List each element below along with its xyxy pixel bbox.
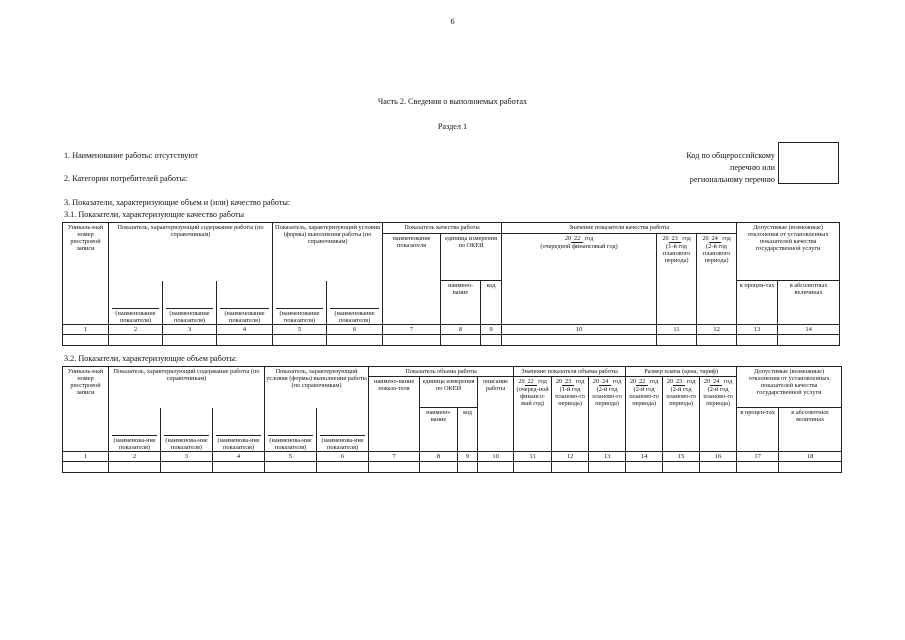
- t2-cell[interactable]: [514, 462, 552, 473]
- t1-num: 1: [63, 325, 109, 335]
- t2-h-content: Показатель, характеризующий содержание работы (по справочникам): [109, 367, 265, 408]
- volume-table: [62, 366, 842, 473]
- t1-cell[interactable]: [481, 335, 502, 346]
- t1-h-y3: 20 24 год (2-й год планового периода): [697, 234, 737, 325]
- t2-cell[interactable]: [369, 462, 420, 473]
- t1-h-cond-2: (наименование показателя): [327, 281, 383, 325]
- t1-h-y1: 20 22 год (очередной финансовый год): [502, 234, 657, 325]
- t1-num: 3: [163, 325, 217, 335]
- t1-h-conditions: Показатель, характеризующий условия (формы) выполнения работы (по справочникам): [273, 223, 383, 281]
- t1-h-content-1: (наименование показателя): [109, 281, 163, 325]
- t2-num: 14: [626, 452, 663, 462]
- section-title: Раздел 1: [437, 122, 468, 131]
- t2-cell[interactable]: [265, 462, 317, 473]
- t2-h-volume: Показатель объема работы: [369, 367, 514, 377]
- t2-num: 16: [700, 452, 737, 462]
- t2-num: 12: [552, 452, 589, 462]
- t1-h-cond-1: (наименование показателя): [273, 281, 327, 325]
- t1-h-content-2: (наименование показателя): [163, 281, 217, 325]
- t2-h-fee: Размер платы (цена, тариф): [626, 367, 737, 377]
- t1-h-dev: Допустимые (возможные) отклонения от установленных показателей качества государственной услуги: [737, 223, 840, 281]
- t1-empty-row: [63, 335, 840, 346]
- code-input-box[interactable]: [778, 142, 839, 184]
- t1-h-quality: Показатель качества работы: [383, 223, 502, 234]
- t1-num: 7: [383, 325, 441, 335]
- t1-h-content-3: (наименование показателя): [217, 281, 273, 325]
- t2-h-f2: 20 23 год (2-й год планово-го периода): [663, 377, 700, 452]
- t2-h-conditions: Показатель, характеризующий условия (формы) выполнения работы (по справочникам): [265, 367, 369, 408]
- t1-h-value: Значение показателя качества работы: [502, 223, 737, 234]
- t2-num: 10: [478, 452, 514, 462]
- code-label-line1: Код по общероссийскому: [686, 151, 775, 160]
- t1-cell[interactable]: [217, 335, 273, 346]
- t2-cell[interactable]: [589, 462, 626, 473]
- t1-num: 14: [778, 325, 840, 335]
- t2-h-dev-abs: в абсолютных величинах: [779, 408, 842, 452]
- t1-cell[interactable]: [327, 335, 383, 346]
- t1-h-unique: Уникаль-ный номер реестровой записи: [63, 223, 109, 325]
- t1-h-dev-abs: в абсолютных величинах: [778, 281, 840, 325]
- t2-cell[interactable]: [663, 462, 700, 473]
- t2-cell[interactable]: [63, 462, 109, 473]
- t2-num: 18: [779, 452, 842, 462]
- t2-cell[interactable]: [626, 462, 663, 473]
- t1-h-dev-pct: в процен-тах: [737, 281, 778, 325]
- t2-cell[interactable]: [458, 462, 478, 473]
- t2-num: 4: [213, 452, 265, 462]
- page-number: 6: [450, 17, 455, 26]
- t2-h-unit-name: наимено-вание: [420, 408, 458, 452]
- t1-num: 4: [217, 325, 273, 335]
- t1-h-name: наименование показателя: [383, 234, 441, 325]
- item-consumer-categories: 2. Категории потребителей работы:: [64, 174, 188, 183]
- t2-cell[interactable]: [737, 462, 779, 473]
- t1-h-y2: 20 23 год (1-й год планового периода): [657, 234, 697, 325]
- t2-h-dev: Допустимые (возможные) отклонения от установленных показателей качества государственной услуги: [737, 367, 842, 408]
- t1-cell[interactable]: [737, 335, 778, 346]
- t1-cell[interactable]: [657, 335, 697, 346]
- t1-num: 11: [657, 325, 697, 335]
- t1-num: 9: [481, 325, 502, 335]
- t1-h-unit-code: код: [481, 281, 502, 325]
- t2-h-cond-1: (наименова-ние показателя): [265, 408, 317, 452]
- part-title: Часть 2. Сведения о выполняемых работах: [377, 97, 528, 106]
- t2-h-content-2: (наименова-ние показателя): [161, 408, 213, 452]
- t2-cell[interactable]: [552, 462, 589, 473]
- item-work-name: 1. Наименование работы: отсутствуют: [64, 151, 198, 160]
- t2-num: 9: [458, 452, 478, 462]
- t2-h-content-1: (наименова-ние показателя): [109, 408, 161, 452]
- t2-cell[interactable]: [478, 462, 514, 473]
- t2-cell[interactable]: [317, 462, 369, 473]
- t2-h-v3: 20 24 год (2-й год планово-го периода): [589, 377, 626, 452]
- t2-h-unique: Уникаль-ный номер реестровой записи: [63, 367, 109, 452]
- t2-num: 7: [369, 452, 420, 462]
- t2-num: 8: [420, 452, 458, 462]
- t1-cell[interactable]: [502, 335, 657, 346]
- t1-num: 6: [327, 325, 383, 335]
- quality-table: [62, 222, 840, 346]
- t2-empty-row: [63, 462, 842, 473]
- t2-h-content-3: (наименова-ние показателя): [213, 408, 265, 452]
- t1-cell[interactable]: [63, 335, 109, 346]
- t2-h-name: наимено-вание показа-теля: [369, 377, 420, 452]
- t2-h-dev-pct: в процен-тах: [737, 408, 779, 452]
- t2-num: 15: [663, 452, 700, 462]
- t2-h-cond-2: (наименова-ние показателя): [317, 408, 369, 452]
- t2-h-unit: единица измерения по ОКЕИ: [420, 377, 478, 408]
- t1-cell[interactable]: [273, 335, 327, 346]
- t2-num: 5: [265, 452, 317, 462]
- t1-h-unit-name: наимено-вание: [441, 281, 481, 325]
- t2-h-value: Значение показателя объема работы: [514, 367, 626, 377]
- t2-h-v2: 20 23 год (1-й год планово-го периода): [552, 377, 589, 452]
- t2-cell[interactable]: [109, 462, 161, 473]
- t2-cell[interactable]: [700, 462, 737, 473]
- item-volume-indicators: 3.2. Показатели, характеризующие объем работы:: [64, 354, 238, 363]
- item-indicators: 3. Показатели, характеризующие объем и (или) качество работы:: [64, 198, 291, 207]
- t2-num: 11: [514, 452, 552, 462]
- code-label-line3: региональному перечню: [689, 175, 775, 184]
- t2-h-desc: описание работы: [478, 377, 514, 452]
- t2-h-v1: 20 22 год (очеред-ной финансо-вый год): [514, 377, 552, 452]
- t2-num: 6: [317, 452, 369, 462]
- t1-cell[interactable]: [163, 335, 217, 346]
- t1-num: 13: [737, 325, 778, 335]
- t2-cell[interactable]: [779, 462, 842, 473]
- t2-num: 3: [161, 452, 213, 462]
- t1-cell[interactable]: [441, 335, 481, 346]
- t2-num: 1: [63, 452, 109, 462]
- t2-h-f3: 20 24 год (2-й год планово-го периода): [700, 377, 737, 452]
- t2-cell[interactable]: [213, 462, 265, 473]
- t2-cell[interactable]: [420, 462, 458, 473]
- t1-h-unit: единица измерения по ОКЕИ: [441, 234, 502, 281]
- t1-cell[interactable]: [697, 335, 737, 346]
- t1-num: 5: [273, 325, 327, 335]
- t2-h-f1: 20 22 год (2-й год планово-го периода): [626, 377, 663, 452]
- t1-num: 10: [502, 325, 657, 335]
- t2-num: 17: [737, 452, 779, 462]
- t2-h-unit-code: код: [458, 408, 478, 452]
- item-quality-indicators: 3.1. Показатели, характеризующие качество работы: [64, 210, 245, 219]
- code-label-line2: перечню или: [729, 163, 775, 172]
- t2-num: 2: [109, 452, 161, 462]
- t1-num: 2: [109, 325, 163, 335]
- t1-num: 8: [441, 325, 481, 335]
- t2-cell[interactable]: [161, 462, 213, 473]
- t1-num: 12: [697, 325, 737, 335]
- t1-cell[interactable]: [778, 335, 840, 346]
- t1-h-content: Показатель, характеризующий содержание работы (по справочникам): [109, 223, 273, 281]
- t1-cell[interactable]: [109, 335, 163, 346]
- t1-cell[interactable]: [383, 335, 441, 346]
- t2-num: 13: [589, 452, 626, 462]
